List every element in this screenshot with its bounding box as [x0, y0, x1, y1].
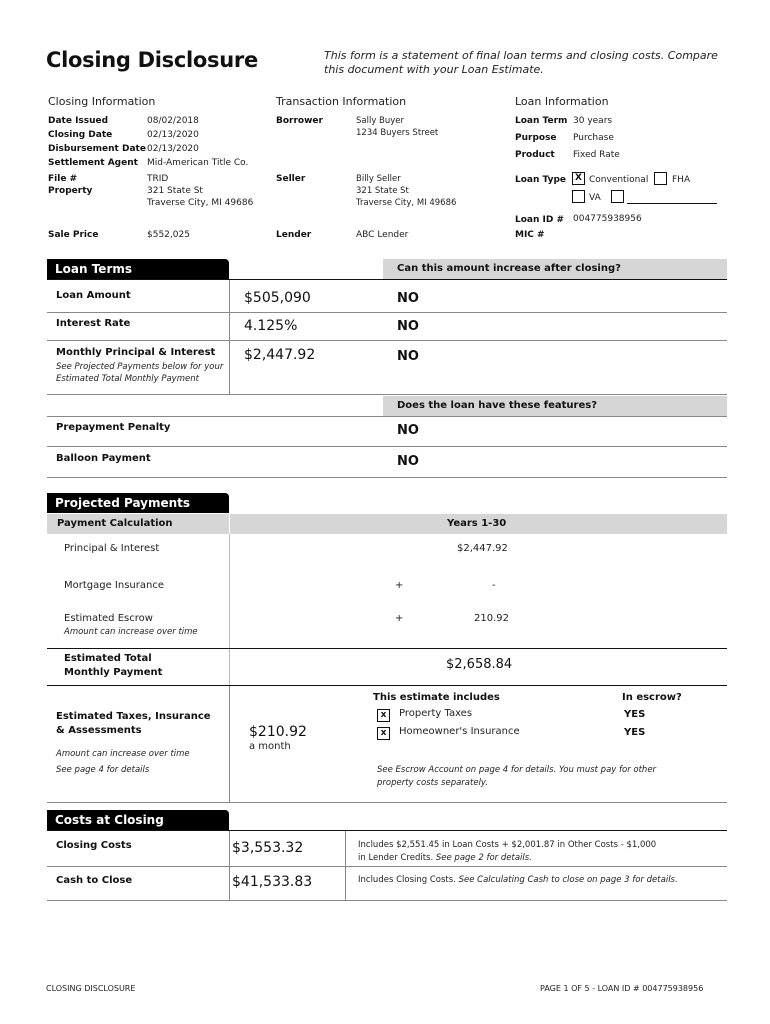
estimated-taxes-note1: Amount can increase over time: [56, 749, 190, 759]
settlement-agent-value: Mid-American Title Co.: [147, 158, 249, 168]
document-title: Closing Disclosure: [46, 48, 258, 72]
estimated-escrow-label: Estimated Escrow: [64, 613, 153, 624]
loan-terms-tab: Loan Terms: [47, 259, 229, 279]
loan-id-label: Loan ID #: [515, 215, 565, 225]
estimated-escrow-note: Amount can increase over time: [64, 627, 198, 637]
divider: [47, 416, 727, 417]
purpose-label: Purpose: [515, 133, 557, 143]
closing-costs-desc2b: See page 2 for details.: [435, 853, 532, 863]
seller-line2: Traverse City, MI 49686: [356, 198, 457, 208]
interest-rate-value: 4.125%: [244, 318, 298, 334]
balloon-payment-answer: NO: [397, 454, 419, 469]
settlement-agent-label: Settlement Agent: [48, 158, 138, 168]
closing-costs-value: $3,553.32: [232, 840, 304, 856]
escrow-account-note2: property costs separately.: [377, 778, 489, 788]
mic-label: MIC #: [515, 230, 545, 240]
principal-interest-label: Principal & Interest: [64, 543, 160, 554]
interest-rate-label: Interest Rate: [56, 318, 131, 329]
costs-column-divider: [345, 831, 346, 901]
file-value: TRID: [147, 174, 169, 184]
seller-line1: 321 State St: [356, 186, 409, 196]
estimated-taxes-label2: & Assessments: [56, 725, 142, 736]
homeowners-insurance-label: Homeowner's Insurance: [399, 726, 520, 737]
property-label: Property: [48, 186, 93, 196]
cash-to-close-label: Cash to Close: [56, 875, 133, 886]
estimated-taxes-amount: $210.92: [249, 724, 307, 740]
property-line1: 321 State St: [147, 186, 203, 196]
loan-amount-label: Loan Amount: [56, 290, 131, 301]
cash-to-close-desc-b: See Calculating Cash to close on page 3 for details.: [458, 875, 678, 885]
product-label: Product: [515, 150, 555, 160]
fha-checkbox[interactable]: [654, 172, 667, 185]
purpose-value: Purchase: [573, 133, 614, 143]
seller-name: Billy Seller: [356, 174, 401, 184]
divider: [47, 648, 727, 649]
footer-left: CLOSING DISCLOSURE: [46, 984, 136, 993]
estimated-escrow-plus: +: [395, 613, 404, 624]
prepayment-penalty-label: Prepayment Penalty: [56, 422, 171, 433]
monthly-pi-label: Monthly Principal & Interest: [56, 347, 216, 358]
divider: [47, 866, 727, 867]
loan-amount-value: $505,090: [244, 290, 311, 306]
mortgage-insurance-label: Mortgage Insurance: [64, 580, 164, 591]
prepayment-penalty-answer: NO: [397, 423, 419, 438]
divider: [47, 394, 727, 395]
product-value: Fixed Rate: [573, 150, 620, 160]
borrower-label: Borrower: [276, 116, 323, 126]
sale-price-label: Sale Price: [48, 230, 99, 240]
property-line2: Traverse City, MI 49686: [147, 198, 254, 208]
divider: [47, 900, 727, 901]
mortgage-insurance-value: -: [492, 580, 496, 591]
intro-text: This form is a statement of final loan terms and closing costs. Compare this document with your Loan Estimate.: [324, 49, 718, 76]
closing-date-value: 02/13/2020: [147, 130, 199, 140]
cash-to-close-desc-a: Includes Closing Costs.: [358, 875, 456, 885]
divider: [47, 446, 727, 447]
mortgage-insurance-plus: +: [395, 580, 404, 591]
closing-info-heading: Closing Information: [48, 95, 156, 108]
estimated-taxes-period: a month: [249, 741, 291, 752]
loan-term-label: Loan Term: [515, 116, 568, 126]
date-issued-label: Date Issued: [48, 116, 109, 126]
monthly-pi-value: $2,447.92: [244, 347, 316, 363]
homeowners-insurance-checkbox[interactable]: x: [377, 727, 390, 740]
divider: [47, 685, 727, 686]
other-type-line: [627, 203, 717, 204]
estimated-total-label2: Monthly Payment: [64, 667, 163, 678]
subbar-gap: [229, 514, 230, 534]
costs-column-divider: [229, 831, 230, 901]
homeowners-insurance-escrow: YES: [624, 727, 646, 738]
estimated-taxes-label1: Estimated Taxes, Insurance: [56, 711, 211, 722]
seller-label: Seller: [276, 174, 306, 184]
property-taxes-escrow: YES: [624, 709, 646, 720]
payment-calculation-label: Payment Calculation: [57, 518, 173, 529]
loan-type-label: Loan Type: [515, 175, 567, 185]
closing-costs-label: Closing Costs: [56, 840, 132, 851]
va-checkbox[interactable]: [572, 190, 585, 203]
divider: [47, 477, 727, 478]
va-label: VA: [589, 193, 601, 203]
conventional-label: Conventional: [589, 175, 649, 185]
closing-costs-desc1: Includes $2,551.45 in Loan Costs + $2,001.87 in Other Costs - $1,000: [358, 840, 657, 850]
escrow-account-note1: See Escrow Account on page 4 for details. You must pay for other: [377, 765, 657, 775]
taxes-column-divider: [229, 686, 230, 802]
transaction-info-heading: Transaction Information: [276, 95, 407, 108]
closing-costs-desc2a: in Lender Credits.: [358, 853, 434, 863]
fha-label: FHA: [672, 175, 691, 185]
borrower-address: 1234 Buyers Street: [356, 128, 439, 138]
cash-to-close-desc: [358, 873, 678, 887]
loan-amount-answer: NO: [397, 291, 419, 306]
monthly-pi-note1: See Projected Payments below for your: [56, 362, 224, 372]
costs-rule: [47, 830, 727, 831]
file-label: File #: [48, 174, 78, 184]
date-issued-value: 08/02/2018: [147, 116, 199, 126]
divider: [47, 312, 727, 313]
principal-interest-value: $2,447.92: [457, 543, 508, 554]
divider: [47, 340, 727, 341]
estimated-taxes-note2: See page 4 for details: [56, 765, 150, 775]
lender-value: ABC Lender: [356, 230, 409, 240]
lender-label: Lender: [276, 230, 312, 240]
projected-column-divider: [229, 534, 230, 648]
monthly-pi-answer: NO: [397, 349, 419, 364]
costs-at-closing-tab: Costs at Closing: [47, 810, 229, 830]
projected-payments-tab: Projected Payments: [47, 493, 229, 513]
cash-to-close-value: $41,533.83: [232, 874, 313, 890]
payment-calculation-bar: [47, 514, 727, 534]
loan-terms-column-divider: [229, 280, 230, 394]
borrower-name: Sally Buyer: [356, 116, 405, 126]
years-range: Years 1-30: [447, 518, 507, 529]
balloon-payment-label: Balloon Payment: [56, 453, 151, 464]
monthly-pi-note2: Estimated Total Monthly Payment: [56, 374, 199, 384]
estimate-includes-heading: This estimate includes: [373, 692, 500, 703]
total-column-divider: [229, 649, 230, 685]
loan-id-value: 004775938956: [573, 214, 642, 224]
features-question: Does the loan have these features?: [383, 396, 727, 416]
increase-question: Can this amount increase after closing?: [383, 259, 727, 279]
loan-info-heading: Loan Information: [515, 95, 609, 108]
interest-rate-answer: NO: [397, 319, 419, 334]
property-taxes-checkbox[interactable]: x: [377, 709, 390, 722]
disbursement-date-label: Disbursement Date: [48, 144, 146, 154]
estimated-total-value: $2,658.84: [446, 657, 513, 672]
in-escrow-heading: In escrow?: [622, 692, 682, 703]
loan-terms-rule: [47, 279, 727, 280]
divider: [47, 802, 727, 803]
closing-costs-desc2: [358, 851, 532, 865]
property-taxes-label: Property Taxes: [399, 708, 473, 719]
closing-date-label: Closing Date: [48, 130, 113, 140]
footer-right: PAGE 1 OF 5 - LOAN ID # 004775938956: [540, 984, 704, 993]
disbursement-date-value: 02/13/2020: [147, 144, 199, 154]
sale-price-value: $552,025: [147, 230, 190, 240]
other-type-checkbox[interactable]: [611, 190, 624, 203]
loan-term-value: 30 years: [573, 116, 613, 126]
conventional-checkbox[interactable]: X: [572, 172, 585, 185]
estimated-total-label1: Estimated Total: [64, 653, 152, 664]
estimated-escrow-value: 210.92: [474, 613, 509, 624]
